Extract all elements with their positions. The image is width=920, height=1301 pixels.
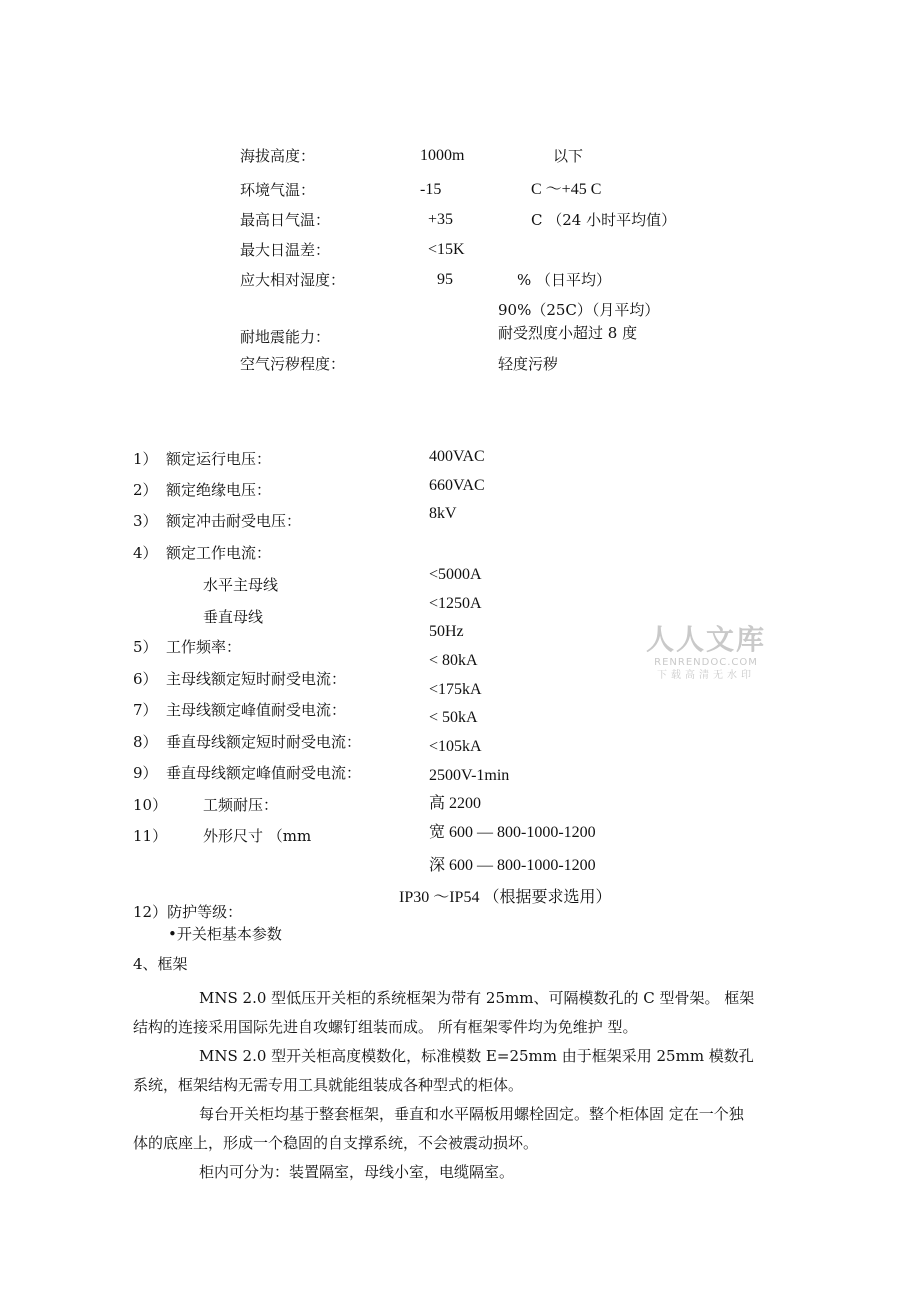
paragraph-line: 体的底座上，形成一个稳固的自支撑系统，不会被震动损坏。 xyxy=(133,1134,539,1152)
param-label-vertical-peak-current: 垂直母线额定峰值耐受电流： xyxy=(166,764,362,782)
env-value-temperature-min: -15 xyxy=(420,181,442,198)
param-label-main-peak-current: 主母线额定峰值耐受电流： xyxy=(166,701,347,719)
param-value: < 80kA xyxy=(429,652,478,669)
watermark-url: RENRENDOC.COM xyxy=(654,657,758,668)
param-number: 3） xyxy=(133,512,158,530)
param-value: <105kA xyxy=(429,738,482,755)
body-paragraph xyxy=(133,1100,801,1158)
watermark-title: 人人文库 xyxy=(646,623,767,656)
param-value: 660VAC xyxy=(429,477,485,494)
param-label-impulse-voltage: 额定冲击耐受电压： xyxy=(166,512,302,530)
caption-bullet: •开关柜基本参数 xyxy=(168,925,282,943)
env-label-humidity: 应大相对湿度： xyxy=(240,271,346,289)
param-number: 2） xyxy=(133,481,158,499)
paragraph-line: 结构的连接采用国际先进自攻螺钉组装而成。 所有框架零件均为免维护 型。 xyxy=(133,1018,638,1036)
section-heading: 4、框架 xyxy=(133,955,188,973)
env-value-humidity-daily: % （日平均） xyxy=(517,271,612,289)
param-number: 10） xyxy=(133,796,168,814)
param-label-frequency: 工作频率： xyxy=(166,638,242,656)
env-value-altitude-suffix: 以下 xyxy=(553,147,584,165)
env-label-temp-diff: 最大日温差： xyxy=(240,241,331,259)
param-number: 8） xyxy=(133,733,158,751)
env-label-max-day-temp: 最高日气温： xyxy=(240,211,331,229)
param-label-insulation-voltage: 额定绝缘电压： xyxy=(166,481,272,499)
watermark xyxy=(646,624,766,682)
body-paragraph xyxy=(133,1158,801,1187)
env-value-humidity: 95 xyxy=(437,271,453,288)
param-value: 宽 600 — 800-1000-1200 xyxy=(429,824,596,841)
env-value-humidity-monthly: 90%（25C）（月平均） xyxy=(498,301,660,319)
paragraph-line: MNS 2.0 型开关柜高度模数化，标准模数 E=25mm 由于框架采用 25mm 模数孔 xyxy=(199,1047,754,1065)
param-label-power-frequency-withstand: 工频耐压： xyxy=(203,796,279,814)
param-value: <175kA xyxy=(429,681,482,698)
param-value: 400VAC xyxy=(429,448,485,465)
env-label-temperature: 环境气温： xyxy=(240,181,316,199)
param-value: 2500V-1min xyxy=(429,767,510,784)
param-number: 4） xyxy=(133,544,158,562)
paragraph-line: 每台开关柜均基于整套框架，垂直和水平隔板用螺栓固定。整个柜体固 定在一个独 xyxy=(199,1105,744,1123)
env-value-max-day-temp-note: C （24 小时平均值） xyxy=(531,211,677,229)
param-value: 8kV xyxy=(429,505,457,522)
watermark-subtitle: 下载高清无水印 xyxy=(657,670,755,681)
body-paragraph xyxy=(133,984,801,1042)
param-label-rated-current: 额定工作电流： xyxy=(166,544,272,562)
param-value: 50Hz xyxy=(429,623,464,640)
protection-label: 12）防护等级： xyxy=(133,903,243,921)
paragraph-line: 柜内可分为：装置隔室，母线小室，电缆隔室。 xyxy=(199,1163,515,1181)
param-label-vertical-short-time-current: 垂直母线额定短时耐受电流： xyxy=(166,733,362,751)
param-label-vertical-busbar: 垂直母线 xyxy=(203,608,264,626)
param-number: 5） xyxy=(133,638,158,656)
param-value: < 50kA xyxy=(429,709,478,726)
env-value-temp-diff: <15K xyxy=(428,241,465,258)
param-value: <5000A xyxy=(429,566,482,583)
env-value-seismic: 耐受烈度小超过 8 度 xyxy=(498,324,638,342)
body-paragraph xyxy=(133,1042,801,1100)
paragraph-line: 系统，框架结构无需专用工具就能组装成各种型式的柜体。 xyxy=(133,1076,524,1094)
env-label-altitude: 海拔高度： xyxy=(240,147,316,165)
env-value-altitude: 1000m xyxy=(420,147,465,164)
param-label-dimensions: 外形尺寸 （mm xyxy=(203,827,312,845)
env-label-seismic: 耐地震能力： xyxy=(240,328,331,346)
param-label-main-short-time-current: 主母线额定短时耐受电流： xyxy=(166,670,347,688)
param-number: 7） xyxy=(133,701,158,719)
env-value-temperature-range: C ～+45 C xyxy=(531,181,602,198)
param-number: 11） xyxy=(133,827,168,845)
paragraph-line: MNS 2.0 型低压开关柜的系统框架为带有 25mm、可隔模数孔的 C 型骨架。 框架 xyxy=(199,989,755,1007)
env-label-pollution: 空气污秽程度： xyxy=(240,355,346,373)
param-label-rated-voltage: 额定运行电压： xyxy=(166,450,272,468)
param-number: 6） xyxy=(133,670,158,688)
protection-value: IP30 ～IP54 （根据要求选用） xyxy=(399,889,612,906)
param-value: <1250A xyxy=(429,595,482,612)
param-label-horizontal-busbar: 水平主母线 xyxy=(203,576,279,594)
env-value-pollution: 轻度污秽 xyxy=(498,355,559,373)
param-value: 深 600 — 800-1000-1200 xyxy=(429,857,596,874)
param-number: 9） xyxy=(133,764,158,782)
env-value-max-day-temp: +35 xyxy=(428,211,454,228)
param-number: 1） xyxy=(133,450,158,468)
param-value: 高 2200 xyxy=(429,795,482,812)
